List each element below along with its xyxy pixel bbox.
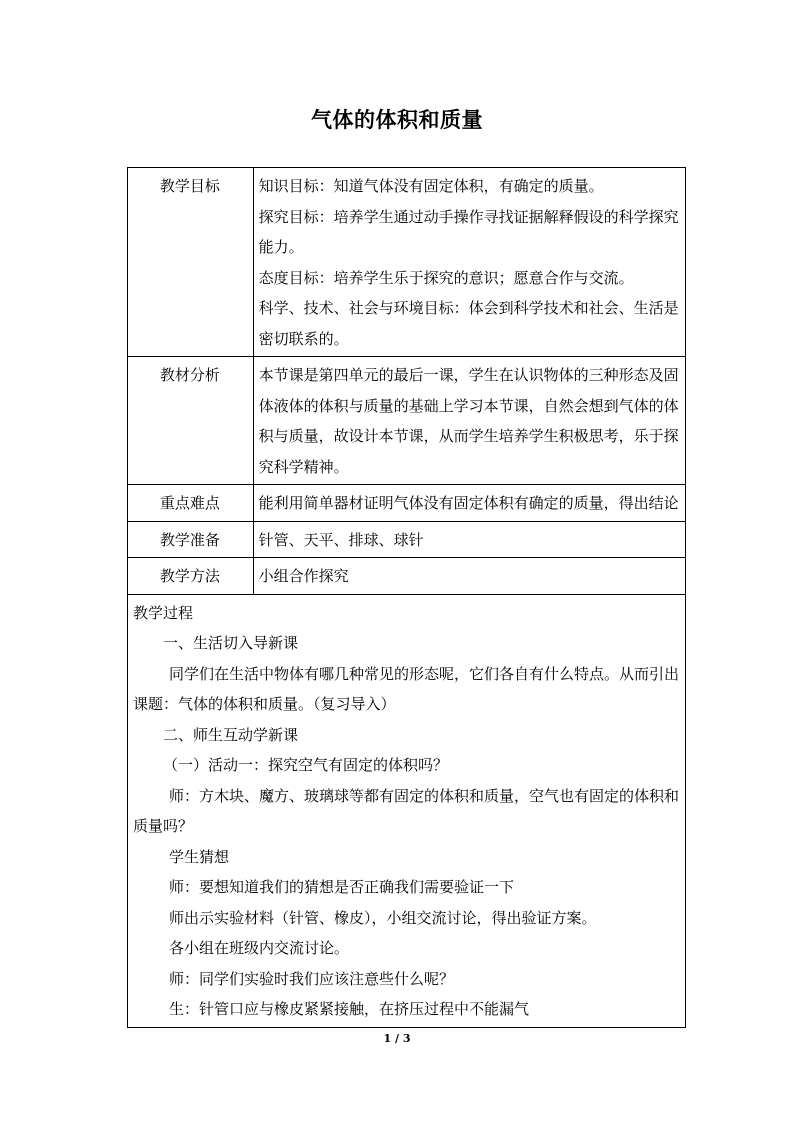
row-material-analysis xyxy=(128,357,686,485)
label-teaching-prep: 教学准备 xyxy=(128,521,254,558)
lesson-plan-table xyxy=(127,167,686,1028)
content-material-analysis: 本节课是第四单元的最后一课，学生在认识物体的三种形态及固体液体的体积与质量的基础上学习本节课，自然会想到气体的体积与质量，故设计本节课，从而学生培养学生积极思考，乐于探究科学精神。 xyxy=(253,357,685,485)
process-line: 二、师生互动学新课 xyxy=(163,725,299,744)
process-line: 一、生活切入导新课 xyxy=(163,634,299,652)
goal-knowledge: 知识目标：知道气体没有固定体积，有确定的质量。 xyxy=(258,177,604,195)
content-teaching-process xyxy=(128,594,686,1027)
label-key-points: 重点难点 xyxy=(128,485,254,522)
content-teaching-prep: 针管、天平、排球、球针 xyxy=(253,521,685,558)
process-line: 各小组在班级内交流讨论。 xyxy=(169,939,350,957)
process-line: 师出示实验材料（针管、橡皮），小组交流讨论，得出验证方案。 xyxy=(169,908,597,927)
row-key-points xyxy=(128,485,686,522)
row-teaching-prep xyxy=(128,521,686,558)
process-line: （一）活动一：探究空气有固定的体积吗？ xyxy=(163,756,449,774)
label-material-analysis: 教材分析 xyxy=(128,357,254,485)
goal-inquiry: 探究目标：培养学生通过动手操作寻找证据解释假设的科学探究能力。 xyxy=(258,207,679,256)
row-teaching-process xyxy=(128,594,686,1027)
label-teaching-method: 教学方法 xyxy=(128,558,254,595)
process-heading: 教学过程 xyxy=(133,603,194,622)
document-title: 气体的体积和质量 xyxy=(311,107,483,132)
content-key-points: 能利用简单器材证明气体没有固定体积有确定的质量，得出结论 xyxy=(253,485,685,522)
content-teaching-goals xyxy=(253,168,685,357)
process-line: 生：针管口应与橡皮紧紧接触，在挤压过程中不能漏气 xyxy=(169,1000,530,1018)
process-line: 师：要想知道我们的猜想是否正确我们需要验证一下 xyxy=(169,878,515,896)
process-line: 师：同学们实验时我们应该注意些什么呢？ xyxy=(169,969,455,988)
goal-attitude: 态度目标：培养学生乐于探究的意识；愿意合作与交流。 xyxy=(258,268,634,287)
process-line: 师：方木块、魔方、玻璃球等都有固定的体积和质量，空气也有固定的体积和质量吗？ xyxy=(133,786,680,835)
content-teaching-method: 小组合作探究 xyxy=(253,558,685,595)
goal-stse: 科学、技术、社会与环境目标：体会到科学技术和社会、生活是密切联系的。 xyxy=(258,299,679,348)
process-line: 同学们在生活中物体有哪几种常见的形态呢，它们各自有什么特点。从而引出课题：气体的体积和质量。（复习导入） xyxy=(133,664,680,713)
page-number: 1 / 3 xyxy=(383,1032,411,1045)
process-line: 学生猜想 xyxy=(169,847,230,866)
label-teaching-goals: 教学目标 xyxy=(128,168,254,357)
row-teaching-goals xyxy=(128,168,686,357)
row-teaching-method xyxy=(128,558,686,595)
